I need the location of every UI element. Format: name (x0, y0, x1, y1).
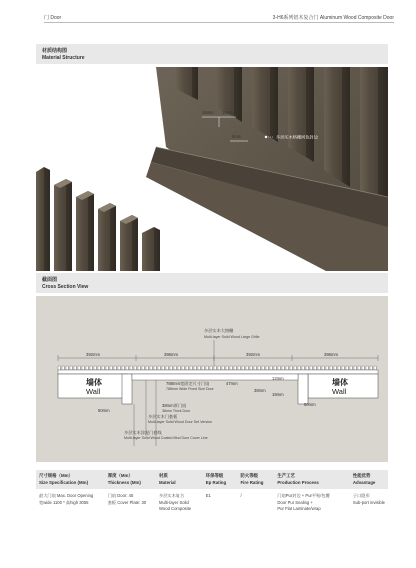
grille-tooth (222, 366, 224, 370)
grille-tooth (298, 366, 300, 370)
header-rule (44, 22, 394, 23)
wall-left-en: Wall (86, 387, 101, 396)
grille-tooth (246, 366, 248, 370)
grille-tooth (90, 366, 92, 370)
wall-left (58, 374, 132, 404)
grille-tooth (206, 366, 208, 370)
grille-tooth (62, 366, 64, 370)
grille-tooth (318, 366, 320, 370)
grille-tooth (290, 366, 292, 370)
grille-tooth (314, 366, 316, 370)
cell-ep: E1 (205, 493, 211, 498)
grille-tooth (274, 366, 276, 370)
spec-table-header-row (36, 470, 388, 489)
grille-tooth (238, 366, 240, 370)
grille-tooth (166, 366, 168, 370)
grille-tooth (362, 366, 364, 370)
grille-tooth (342, 366, 344, 370)
cover-set-en: Multi-layer Solid Wood Door Set Version (148, 420, 213, 424)
cover-line-zh: 多层实木涂泥门套线 (124, 430, 162, 435)
grille-tooth (214, 366, 216, 370)
grille-tooth (70, 366, 72, 370)
grille-tooth (94, 366, 96, 370)
cover-set-zh: 多层实木门套板 (148, 414, 178, 419)
material-structure-render (36, 67, 388, 271)
th-ep: 环保等级 Ep Rating (203, 470, 238, 489)
grille-tooth (110, 366, 112, 370)
grille-label-zh: 多层实木大格栅 (204, 328, 234, 333)
cross-section-title-zh: 截面图 (42, 277, 58, 283)
grille-tooth (138, 366, 140, 370)
cross-section-title-en: Cross Section View (42, 284, 89, 290)
material-structure-title-en: Material Structure (42, 55, 85, 61)
grille-tooth (114, 366, 116, 370)
grille-tooth (210, 366, 212, 370)
grille-render-svg (36, 67, 388, 271)
grille-tooth (282, 366, 284, 370)
dim-top-4: 396mm (324, 352, 338, 357)
grille-tooth (130, 366, 132, 370)
grille-tooth (278, 366, 280, 370)
grille-tooth (366, 366, 368, 370)
grille-tooth (122, 366, 124, 370)
cover-line-en: Multi-layer Solid Wood Coated Mud Door Cover Line (124, 436, 208, 440)
grille-tooth (326, 366, 328, 370)
grille-tooth (86, 366, 88, 370)
grille-tooth (98, 366, 100, 370)
grille-tooth (266, 366, 268, 370)
grille-tooth (354, 366, 356, 370)
grille-tooth (306, 366, 308, 370)
dim-50mm-right: 50mm (304, 402, 316, 407)
material-structure-title-zh: 材质结构图 (42, 48, 68, 54)
slats-lower-left (36, 167, 160, 271)
grille-tooth (258, 366, 260, 370)
grille-tooth (170, 366, 172, 370)
grille-tooth (74, 366, 76, 370)
grille-tooth (66, 366, 68, 370)
grille-strip (58, 366, 376, 370)
grille-tooth (322, 366, 324, 370)
spec-table (36, 470, 388, 517)
grille-tooth (154, 366, 156, 370)
grille-tooth (58, 366, 60, 370)
cell-thickness: 门扇 Door: 45 套板 Cover Plate: 30 (107, 493, 147, 505)
grille-tooth (346, 366, 348, 370)
grille-tooth (230, 366, 232, 370)
wall-left-zh: 墙体 (86, 378, 102, 387)
cell-material: 多层实木复合 Multi-layer Solid Wood Composite (159, 493, 192, 511)
edge-seal-note: 多层实木格栅同色封边 (276, 134, 318, 140)
wall-right (298, 374, 378, 404)
grille-tooth (242, 366, 244, 370)
grille-tooth (126, 366, 128, 370)
th-thickness: 厚度（Mm） Thickness (Mm) (105, 470, 156, 489)
th-process: 生产工艺 Production Process (274, 470, 350, 489)
door-width-en: 788mm Wide Fixed Size Door (166, 387, 214, 391)
grille-tooth (134, 366, 136, 370)
grille-tooth (190, 366, 192, 370)
grille-tooth (374, 366, 376, 370)
grille-label-en: Multi-layer Solid Wood Large Grille (204, 335, 260, 339)
grille-tooth (218, 366, 220, 370)
grille-tooth (186, 366, 188, 370)
grille-tooth (334, 366, 336, 370)
top-dimension-line (58, 352, 378, 361)
grille-tooth (150, 366, 152, 370)
cell-fire: / (240, 493, 242, 498)
dim-18mm-a: 18mm (202, 110, 214, 115)
cell-advantage: 子口隐形 Sub-port invisible (352, 493, 385, 505)
wall-right-en: Wall (332, 387, 347, 396)
dim-50mm-left: 50mm (98, 408, 110, 413)
grille-tooth (174, 366, 176, 370)
th-size: 尺寸规格（Mm） Size Specification (Mm) (36, 470, 105, 489)
grille-tooth (234, 366, 236, 370)
grille-tooth (254, 366, 256, 370)
grille-tooth (178, 366, 180, 370)
grille-tooth (302, 366, 304, 370)
cell-size: 最大门扇 Max. Door Opening 宽wide 1100 * 高high 3055 (39, 493, 94, 505)
grille-tooth (270, 366, 272, 370)
cross-section-drawing (36, 296, 388, 462)
thick-door-en: 38mm Thick Door (162, 409, 191, 413)
grille-tooth (106, 366, 108, 370)
grille-tooth (330, 366, 332, 370)
grille-tooth (118, 366, 120, 370)
dim-top-1: 392mm (86, 352, 100, 357)
th-material: 材质 Material (156, 470, 203, 489)
grille-tooth (358, 366, 360, 370)
th-advantage: 性能优势 Advantage (350, 470, 388, 489)
grille-tooth (294, 366, 296, 370)
grille-tooth (286, 366, 288, 370)
dim-top-2: 396mm (164, 352, 178, 357)
grille-tooth (142, 366, 144, 370)
dim-47mm: 47mm (226, 381, 238, 386)
grille-tooth (182, 366, 184, 370)
header-right: 3-H6系列铝木复合门 Aluminum Wood Composite Door (272, 15, 394, 21)
grille-tooth (82, 366, 84, 370)
grille-tooth (370, 366, 372, 370)
grille-tooth (226, 366, 228, 370)
table-row (36, 489, 388, 517)
material-structure-header (36, 44, 388, 64)
grille-tooth (338, 366, 340, 370)
thick-door-zh: 38mm厚门扇 (162, 403, 187, 408)
grille-tooth (194, 366, 196, 370)
grille-tooth (146, 366, 148, 370)
grille-tooth (102, 366, 104, 370)
cross-section-header (36, 273, 388, 293)
grille-tooth (158, 366, 160, 370)
dim-38mm: 38mm (254, 388, 266, 393)
grille-tooth (250, 366, 252, 370)
grille-tooth (310, 366, 312, 370)
grille-tooth (350, 366, 352, 370)
cell-process: 门扇Pur封边 + Pur平贴/包覆 Door Pur Sealing + Pur Flat Laminate/wrap (277, 493, 330, 511)
wall-right-zh: 墙体 (332, 378, 348, 387)
grille-tooth (78, 366, 80, 370)
th-fire: 防火等级 Fire Rating (237, 470, 274, 489)
header-left: 门 Door (44, 15, 62, 21)
grille-tooth (162, 366, 164, 370)
grille-tooth (198, 366, 200, 370)
door-width-zh: 788mm宽固定尺寸门扇 (166, 381, 210, 386)
grille-tooth (262, 366, 264, 370)
dim-18mm-b: 18mm (222, 110, 234, 115)
dim-12mm: 12mm (272, 376, 284, 381)
dim-top-3: 392mm (246, 352, 260, 357)
dim-9mm: 9mm (232, 134, 242, 139)
dim-19mm: 19mm (272, 392, 284, 397)
grille-tooth (202, 366, 204, 370)
cross-section-svg (36, 296, 388, 462)
